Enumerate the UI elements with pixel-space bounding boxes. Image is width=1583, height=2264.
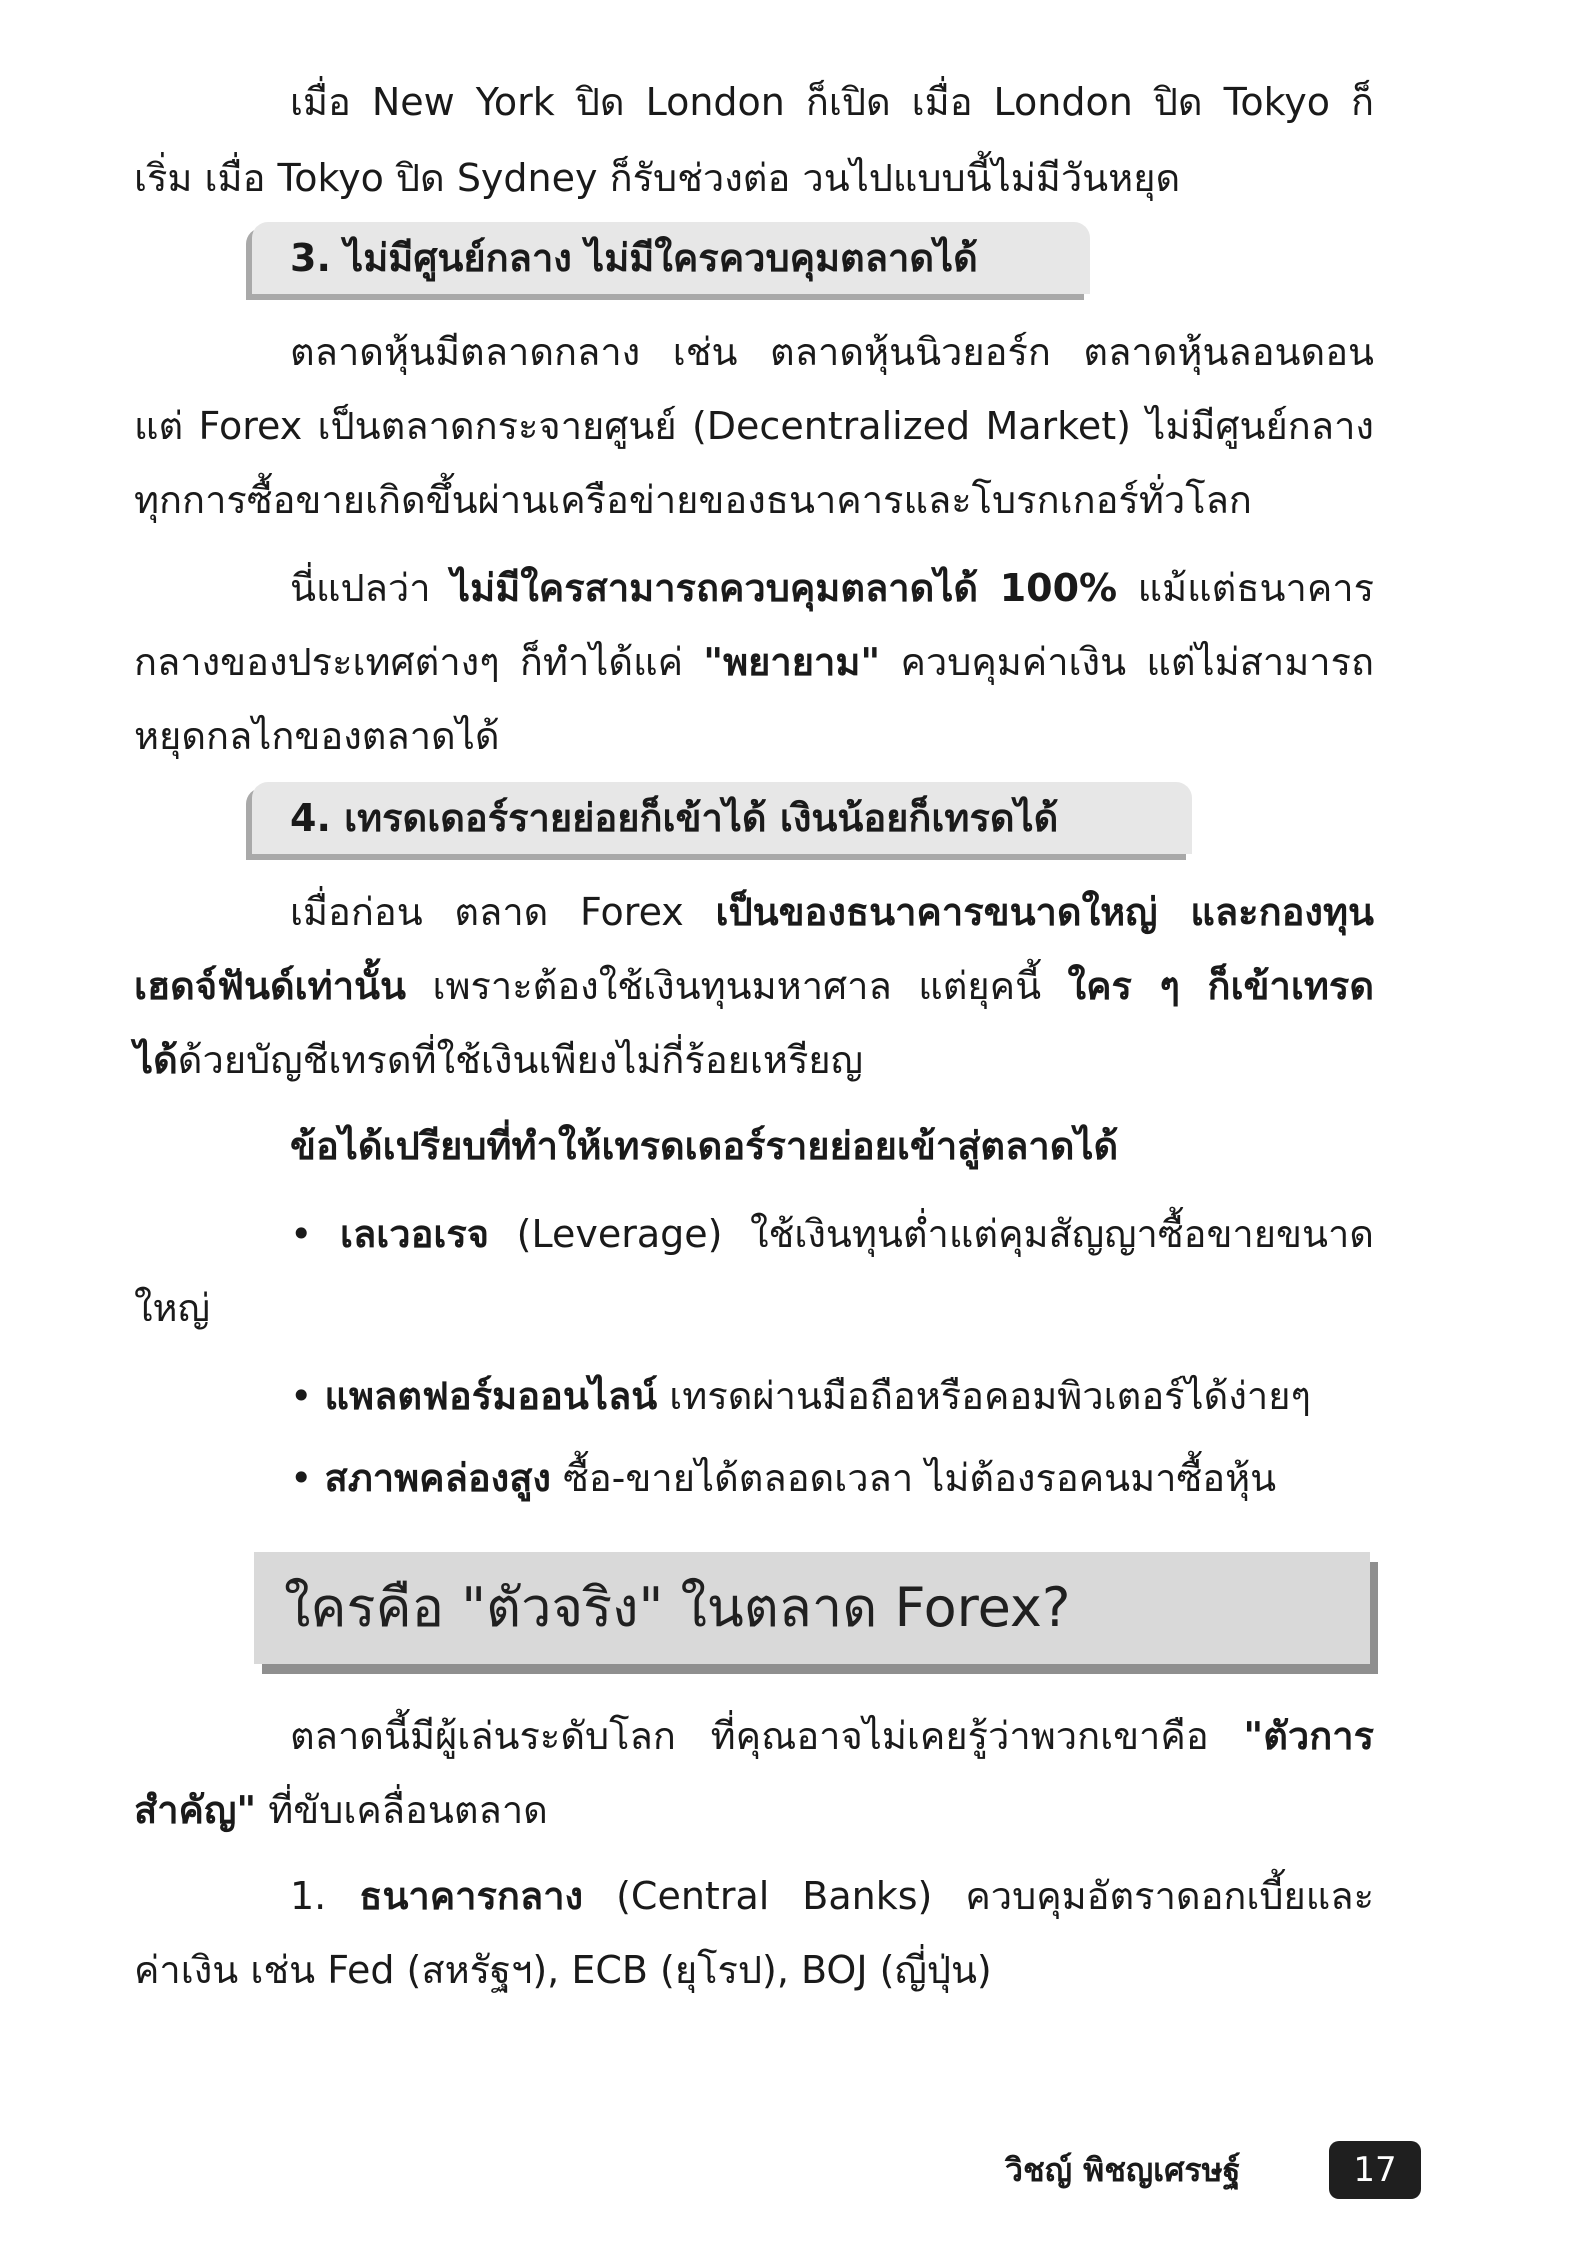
intro-line-2: เริ่ม เมื่อ Tokyo ปิด Sydney ก็รับช่วงต่อ วนไปแบบนี้ไม่มีวันหยุด xyxy=(134,156,1181,200)
subheading-4-box xyxy=(252,782,1192,854)
item1-line-2: ค่าเงิน เช่น Fed (สหรัฐฯ), ECB (ยุโรป), BOJ (ญี่ปุ่น) xyxy=(134,1948,992,1992)
subheading-3-box xyxy=(252,222,1090,294)
para5-line-1: ตลาดนี้มีผู้เล่นระดับโลก ที่คุณอาจไม่เคยรู้ว่าพวกเขาคือ "ตัวการ xyxy=(290,1714,1374,1758)
para4-line-1: เมื่อก่อน ตลาด Forex เป็นของธนาคารขนาดใหญ่ และกองทุน xyxy=(290,890,1374,934)
page-number-badge: 17 xyxy=(1329,2141,1421,2199)
section-heading: ใครคือ "ตัวจริง" ในตลาด Forex? xyxy=(284,1576,1071,1639)
para3-line-2: แต่ Forex เป็นตลาดกระจายศูนย์ (Decentralized Market) ไม่มีศูนย์กลาง xyxy=(134,404,1374,448)
bullet-dot-icon: • xyxy=(290,1374,313,1418)
intro-line-1: เมื่อ New York ปิด London ก็เปิด เมื่อ London ปิด Tokyo ก็ xyxy=(290,80,1374,124)
bullet-platform: • แพลตฟอร์มออนไลน์ เทรดผ่านมือถือหรือคอมพิวเตอร์ได้ง่ายๆ xyxy=(290,1374,1311,1418)
para3-line-3: ทุกการซื้อขายเกิดขึ้นผ่านเครือข่ายของธนาคารและโบรกเกอร์ทั่วโลก xyxy=(134,478,1252,522)
para3-line-5: กลางของประเทศต่างๆ ก็ทำได้แค่ "พยายาม" ควบคุมค่าเงิน แต่ไม่สามารถ xyxy=(134,640,1375,684)
bullet-liquidity: • สภาพคล่องสูง ซื้อ-ขายได้ตลอดเวลา ไม่ต้องรอคนมาซื้อหุ้น xyxy=(290,1456,1277,1500)
section-heading-box xyxy=(254,1552,1370,1664)
para3-line-6: หยุดกลไกของตลาดได้ xyxy=(134,714,500,758)
footer-author: วิชญ์ พิชญเศรษฐ์ xyxy=(1005,2151,1241,2189)
bullet-leverage-cont: ใหญ่ xyxy=(134,1286,210,1330)
bullet-dot-icon: • xyxy=(290,1456,313,1500)
advantages-title: ข้อได้เปรียบที่ทำให้เทรดเดอร์รายย่อยเข้าสู่ตลาดได้ xyxy=(290,1124,1119,1168)
bullet-dot-icon: • xyxy=(290,1212,313,1256)
para4-line-2: เฮดจ์ฟันด์เท่านั้น เพราะต้องใช้เงินทุนมหาศาล แต่ยุคนี้ ใคร ๆ ก็เข้าเทรด xyxy=(134,964,1374,1008)
subheading-4: 4. เทรดเดอร์รายย่อยก็เข้าได้ เงินน้อยก็เทรดได้ xyxy=(290,796,1059,840)
subheading-3: 3. ไม่มีศูนย์กลาง ไม่มีใครควบคุมตลาดได้ xyxy=(290,236,978,280)
para4-line-3: ได้ด้วยบัญชีเทรดที่ใช้เงินเพียงไม่กี่ร้อยเหรียญ xyxy=(134,1038,864,1082)
bullet-leverage: • เลเวอเรจ (Leverage) ใช้เงินทุนต่ำแต่คุมสัญญาซื้อขายขนาด xyxy=(290,1212,1374,1256)
para3-line-4: นี่แปลว่า ไม่มีใครสามารถควบคุมตลาดได้ 100% แม้แต่ธนาคาร xyxy=(290,566,1374,610)
para3-line-1: ตลาดหุ้นมีตลาดกลาง เช่น ตลาดหุ้นนิวยอร์ก ตลาดหุ้นลอนดอน xyxy=(290,330,1374,374)
item1-line-1: 1. ธนาคารกลาง (Central Banks) ควบคุมอัตราดอกเบี้ยและ xyxy=(290,1874,1374,1918)
para5-line-2: สำคัญ" ที่ขับเคลื่อนตลาด xyxy=(134,1788,548,1832)
